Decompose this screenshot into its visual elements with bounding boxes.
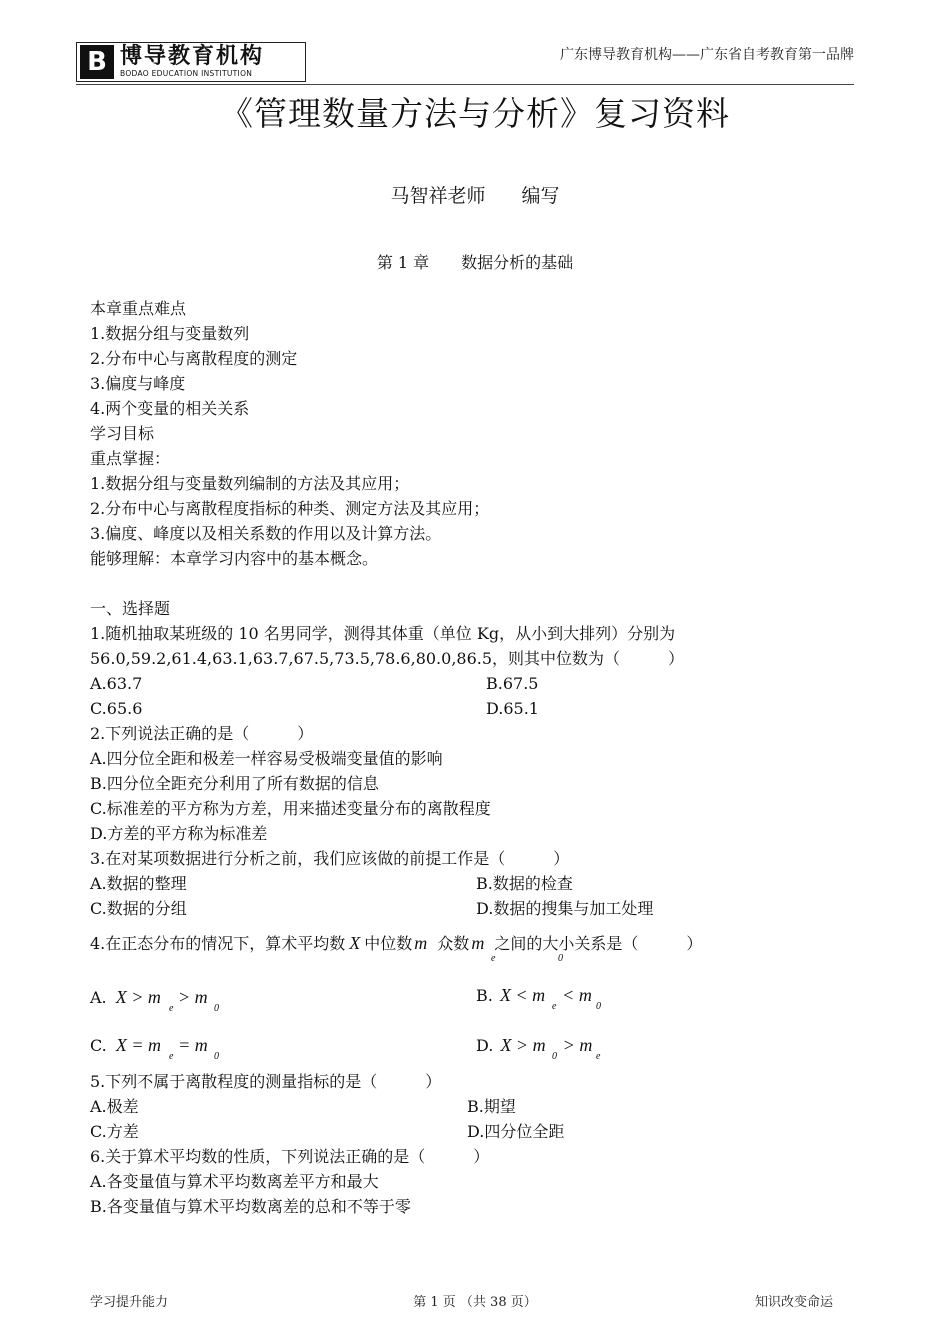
q4-option-expr: X = m	[115, 1035, 161, 1055]
q1-option-d: D.65.1	[486, 699, 539, 718]
q2-option-d: D.方差的平方称为标准差	[90, 824, 268, 843]
q4-subscript-0: 0	[214, 1051, 219, 1062]
master-item: 1.数据分组与变量数列编制的方法及其应用；	[90, 474, 410, 493]
q1-option-b: B.67.5	[486, 674, 539, 693]
author-role: 编写	[521, 185, 560, 207]
q4-subscript-e: e	[491, 953, 496, 964]
q4-stem-part: 中位数	[364, 934, 413, 953]
q5-option-a: A.极差	[90, 1097, 139, 1116]
logo-mark: B	[80, 45, 114, 79]
q3-option-d: D.数据的搜集与加工处理	[476, 899, 654, 918]
q4-option-expr: X < m	[499, 985, 546, 1005]
q1-option-a: A.63.7	[90, 674, 143, 693]
q3-stem: 3.在对某项数据进行分析之前，我们应该做的前提工作是（ ）	[90, 849, 570, 868]
master-title: 重点掌握：	[90, 449, 171, 468]
q4-subscript-e: e	[169, 1003, 174, 1014]
brand-logo	[76, 42, 306, 82]
q6-option-a: A.各变量值与算术平均数离差平方和最大	[90, 1172, 379, 1191]
logo-text	[120, 45, 264, 79]
q4-option-expr: > m	[177, 987, 208, 1007]
q4-subscript-e: e	[596, 1051, 601, 1062]
key-points-title: 本章重点难点	[90, 299, 187, 318]
q3-option-b: B.数据的检查	[476, 874, 573, 893]
q6-option-b: B.各变量值与算术平均数离差的总和不等于零	[90, 1197, 411, 1216]
q3-option-a: A.数据的整理	[90, 874, 187, 893]
document-title: 《管理数量方法与分析》复习资料	[220, 94, 730, 133]
goals-title: 学习目标	[90, 424, 155, 443]
q4-stem-part: 众数	[437, 934, 470, 953]
q4-subscript-0: 0	[558, 953, 563, 964]
header-divider	[76, 84, 854, 85]
master-item: 3.偏度、峰度以及相关系数的作用以及计算方法。	[90, 524, 442, 543]
chapter-heading: 第 1 章 数据分析的基础	[376, 253, 574, 272]
understand-line: 能够理解：本章学习内容中的基本概念。	[90, 549, 379, 568]
author-name: 马智祥老师	[390, 185, 486, 207]
footer-left: 学习提升能力	[90, 1295, 169, 1310]
q4-option-d	[476, 1035, 592, 1056]
q4-option-label: C.	[90, 1036, 107, 1055]
key-point-item: 1.数据分组与变量数列	[90, 324, 250, 343]
q2-option-b: B.四分位全距充分利用了所有数据的信息	[90, 774, 379, 793]
q6-stem: 6.关于算术平均数的性质，下列说法正确的是（ ）	[90, 1147, 490, 1166]
q4-symbol-mean: X	[349, 933, 361, 953]
q5-option-d: D.四分位全距	[467, 1122, 565, 1141]
q4-option-expr: X > m	[500, 1035, 546, 1055]
section-title: 一、选择题	[90, 599, 171, 618]
q4-stem	[90, 933, 702, 954]
q4-subscript-0: 0	[596, 1001, 601, 1012]
q4-stem-part: 之间的大小关系是（ ）	[494, 934, 703, 953]
q5-stem: 5.下列不属于离散程度的测量指标的是（ ）	[90, 1072, 442, 1091]
q1-stem-line1: 1.随机抽取某班级的 10 名男同学，测得其体重（单位 Kg，从小到大排列）分别为	[90, 624, 676, 643]
logo-english-name: BODAO EDUCATION INSTITUTION	[120, 69, 253, 78]
q4-stem-part: 4.在正态分布的情况下，算术平均数	[90, 934, 346, 953]
q4-subscript-0: 0	[552, 1051, 557, 1062]
key-point-item: 4.两个变量的相关关系	[90, 399, 250, 418]
master-item: 2.分布中心与离散程度指标的种类、测定方法及其应用；	[90, 499, 490, 518]
q2-option-c: C.标准差的平方称为方差，用来描述变量分布的离散程度	[90, 799, 491, 818]
footer-page-number: 第 1 页 （共 38 页）	[413, 1295, 537, 1310]
q4-option-expr: = m	[178, 1035, 208, 1055]
q4-option-expr: < m	[562, 985, 592, 1005]
q2-stem: 2.下列说法正确的是（ ）	[90, 724, 314, 743]
q4-option-a	[90, 987, 208, 1008]
header-slogan: 广东博导教育机构——广东省自考教育第一品牌	[560, 47, 854, 63]
q4-subscript-0: 0	[214, 1003, 219, 1014]
q5-option-c: C.方差	[90, 1122, 139, 1141]
key-point-item: 3.偏度与峰度	[90, 374, 186, 393]
author-line	[0, 181, 950, 208]
q4-symbol-median: m	[414, 933, 428, 953]
q1-stem-line2: 56.0,59.2,61.4,63.1,63.7,67.5,73.5,78.6,80.0,86.5，则其中位数为（ ）	[90, 649, 685, 668]
q4-option-expr: X > m	[115, 987, 161, 1007]
key-point-item: 2.分布中心与离散程度的测定	[90, 349, 298, 368]
q4-subscript-e: e	[552, 1001, 557, 1012]
q4-option-c	[90, 1035, 208, 1056]
q4-symbol-mode: m	[471, 933, 485, 953]
q5-option-b: B.期望	[467, 1097, 516, 1116]
q4-option-label: A.	[90, 988, 107, 1007]
q4-option-expr: > m	[562, 1035, 593, 1055]
q4-option-b	[476, 985, 592, 1006]
logo-chinese-name: 博导教育机构	[120, 44, 265, 69]
q3-option-c: C.数据的分组	[90, 899, 187, 918]
footer-right: 知识改变命运	[754, 1295, 833, 1310]
q4-option-label: B.	[476, 986, 493, 1005]
q4-option-label: D.	[476, 1036, 494, 1055]
q4-subscript-e: e	[169, 1051, 174, 1062]
q2-option-a: A.四分位全距和极差一样容易受极端变量值的影响	[90, 749, 443, 768]
q1-option-c: C.65.6	[90, 699, 143, 718]
